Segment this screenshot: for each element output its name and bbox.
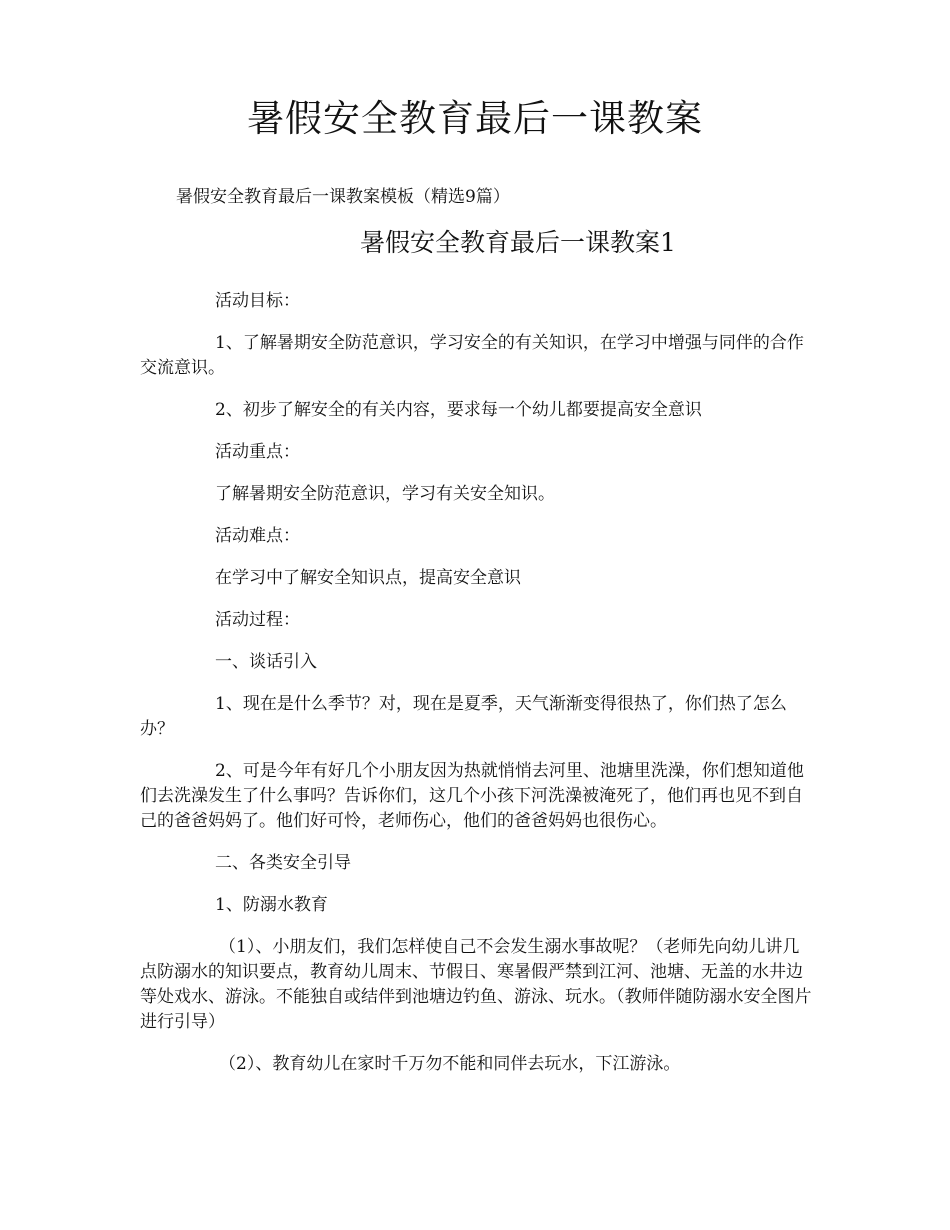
paragraph-drowning-2: （2）、教育幼儿在家时千万勿不能和同伴去玩水，下江游泳。 — [219, 1054, 681, 1074]
paragraph-intro-1: 1、现在是什么季节？对，现在是夏季，天气渐渐变得很热了，你们热了怎么办？ — [140, 694, 787, 739]
section-title: 暑假安全教育最后一课教案1 — [360, 228, 676, 257]
paragraph-safety-heading: 二、各类安全引导 — [215, 853, 351, 873]
paragraph-key-point-heading: 活动重点： — [215, 442, 300, 462]
paragraph-process-heading: 活动过程： — [215, 610, 300, 630]
document-title: 暑假安全教育最后一课教案 — [247, 97, 703, 140]
paragraph-intro-heading: 一、谈话引入 — [215, 652, 317, 672]
paragraph-activity-goal-heading: 活动目标： — [215, 291, 300, 311]
paragraph-goal-1: 1、了解暑期安全防范意识，学习安全的有关知识，在学习中增强与同伴的合作交流意识。 — [140, 333, 804, 378]
paragraph-drowning-heading: 1、防溺水教育 — [215, 895, 328, 915]
document-subtitle: 暑假安全教育最后一课教案模板（精选9篇） — [176, 187, 510, 207]
paragraph-difficulty-heading: 活动难点： — [215, 526, 300, 546]
paragraph-key-point: 了解暑期安全防范意识，学习有关安全知识。 — [215, 484, 555, 504]
paragraph-difficulty: 在学习中了解安全知识点，提高安全意识 — [215, 568, 521, 588]
paragraph-goal-2: 2、初步了解安全的有关内容，要求每一个幼儿都要提高安全意识 — [215, 400, 702, 420]
paragraph-drowning-1: （1）、小朋友们，我们怎样使自己不会发生溺水事故呢？（老师先向幼儿讲几点防溺水的知识要点，教育幼儿周末、节假日、寒暑假严禁到江河、池塘、无盖的水井边等处戏水、游泳。不能独自或结伴到池塘边钓鱼、游泳、玩水。（教师伴随防溺水安全图片进行引导） — [140, 937, 812, 1032]
paragraph-intro-2: 2、可是今年有好几个小朋友因为热就悄悄去河里、池塘里洗澡，你们想知道他们去洗澡发生了什么事吗？告诉你们，这几个小孩下河洗澡被淹死了，他们再也见不到自己的爸爸妈妈了。他们好可怜，老师伤心，他们的爸爸妈妈也很伤心。 — [140, 761, 804, 831]
document-body — [140, 289, 812, 1094]
